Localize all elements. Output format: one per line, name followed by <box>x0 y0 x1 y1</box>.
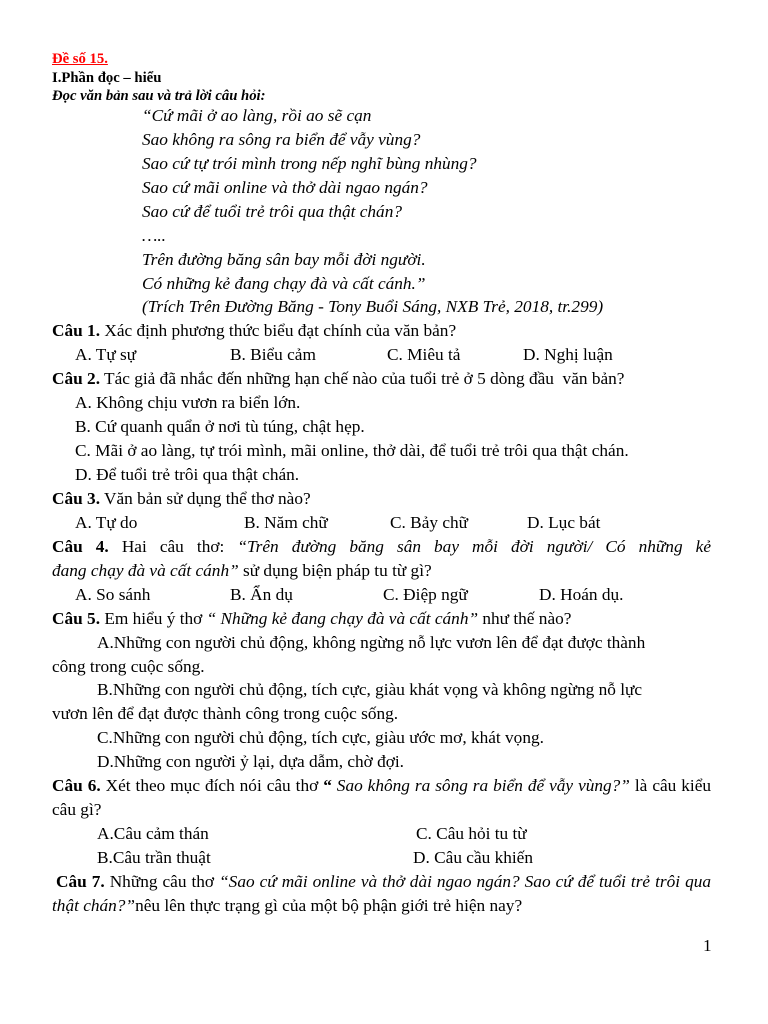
poem-passage <box>52 104 711 319</box>
exam-body <box>52 104 711 918</box>
question-3 <box>52 487 711 511</box>
section-title: I.Phần đọc – hiểu <box>52 69 162 86</box>
question-3-options <box>52 511 711 535</box>
question-4-continued <box>52 559 711 583</box>
question-3-option-a: A. Tự do <box>75 512 138 532</box>
question-1-options <box>52 343 711 367</box>
question-6-options-row-2 <box>52 846 711 870</box>
poem-source: (Trích Trên Đường Băng - Tony Buổi Sáng, NXB Trẻ, 2018, tr.299) <box>142 297 604 317</box>
poem-line: Sao cứ tự trói mình trong nếp nghĩ bùng nhùng? <box>142 153 477 173</box>
question-2-option-d: D. Để tuổi trẻ trôi qua thật chán. <box>75 465 300 485</box>
question-5-option-b-continued: vươn lên để đạt được thành công trong cuộc sống. <box>52 704 399 724</box>
question-3-option-d: D. Lục bát <box>527 512 601 532</box>
question-4-options <box>52 583 711 607</box>
instruction: Đọc văn bản sau và trả lời câu hỏi: <box>52 88 266 105</box>
question-1 <box>52 319 711 343</box>
question-6-option-c: C. Câu hỏi tu từ <box>416 824 527 844</box>
question-5-option-d: D.Những con người ỷ lại, dựa dẫm, chờ đợi. <box>97 752 405 772</box>
question-7-text: Những câu thơ <box>104 871 220 891</box>
exam-title-line <box>52 50 711 69</box>
question-7-quote-end: thật chán?” <box>52 895 136 915</box>
question-4-quote: “Trên đường băng sân bay mỗi đời người/ Có những kẻ <box>237 536 711 556</box>
question-4-option-b: B. Ẩn dụ <box>230 584 293 604</box>
poem-line: Sao cứ mãi online và thở dài ngao ngán? <box>142 177 428 197</box>
question-4-option-d: D. Hoán dụ. <box>539 584 624 604</box>
question-3-option-b: B. Năm chữ <box>244 512 328 532</box>
question-6 <box>52 774 711 798</box>
exam-title: Đề số 15. <box>52 51 108 67</box>
question-6-option-b: B.Câu trần thuật <box>97 848 211 868</box>
question-5-text: Em hiểu ý thơ <box>100 608 207 628</box>
exam-content <box>52 50 711 918</box>
question-7 <box>52 870 711 894</box>
poem-line: Trên đường băng sân bay mỗi đời người. <box>142 249 426 269</box>
exam-header <box>52 50 711 106</box>
page-number: 1 <box>703 936 712 955</box>
question-6-quote: Sao không ra sông ra biển để vẫy vùng?” <box>331 776 630 796</box>
question-4-quote-end: đang chạy đà và cất cánh” <box>52 560 239 580</box>
question-6-options-row-1 <box>52 822 711 846</box>
question-6-continued: câu gì? <box>52 800 102 820</box>
question-4 <box>52 535 711 559</box>
question-2-option-a: A. Không chịu vươn ra biển lớn. <box>75 393 301 413</box>
question-7-text-after: nêu lên thực trạng gì của một bộ phận giới trẻ hiện nay? <box>135 895 523 915</box>
question-1-text: Xác định phương thức biểu đạt chính của văn bản? <box>100 321 457 341</box>
poem-ellipsis: ….. <box>142 225 167 245</box>
question-6-label: Câu 6. <box>52 776 101 796</box>
question-4-option-c: C. Điệp ngữ <box>383 584 468 604</box>
question-1-option-b: B. Biểu cảm <box>230 345 316 365</box>
question-4-label: Câu 4. <box>52 536 109 556</box>
question-2-text: Tác giả đã nhắc đến những hạn chế nào của tuổi trẻ ở 5 dòng đầu văn bản? <box>100 369 625 389</box>
question-4-text-after: sử dụng biện pháp tu từ gì? <box>238 560 432 580</box>
question-3-text: Văn bản sử dụng thể thơ nào? <box>100 488 311 508</box>
question-3-option-c: C. Bảy chữ <box>390 512 469 532</box>
question-3-label: Câu 3. <box>52 488 101 508</box>
question-4-option-a: A. So sánh <box>75 584 151 604</box>
question-1-option-d: D. Nghị luận <box>523 345 613 365</box>
question-2-label: Câu 2. <box>52 369 101 389</box>
question-5-option-a-continued: công trong cuộc sống. <box>52 656 205 676</box>
question-6-quote-open: “ <box>323 776 332 796</box>
question-5-option-b: B.Những con người chủ động, tích cực, giàu khát vọng và không ngừng nỗ lực <box>97 680 643 700</box>
poem-line: “Cứ mãi ở ao làng, rồi ao sẽ cạn <box>142 105 372 125</box>
question-2-option-b: B. Cứ quanh quẩn ở nơi tù túng, chật hẹp. <box>75 417 365 437</box>
poem-line: Có những kẻ đang chạy đà và cất cánh.” <box>142 273 426 293</box>
question-5-option-c: C.Những con người chủ động, tích cực, giàu ước mơ, khát vọng. <box>97 728 544 748</box>
question-2-option-c: C. Mãi ở ao làng, tự trói mình, mãi online, thở dài, để tuổi trẻ trôi qua thật chán. <box>75 441 629 461</box>
question-2 <box>52 367 711 391</box>
poem-line: Sao cứ để tuổi trẻ trôi qua thật chán? <box>142 201 402 221</box>
question-5-quote: “ Những kẻ đang chạy đà và cất cánh” <box>206 608 479 628</box>
question-6-option-d: D. Câu cầu khiến <box>413 848 533 868</box>
question-7-quote: “Sao cứ mãi online và thở dài ngao ngán? Sao cứ để tuổi trẻ trôi qua <box>219 871 711 891</box>
question-6-text-after: là câu kiểu <box>629 776 711 796</box>
question-5-option-a: A.Những con người chủ động, không ngừng nỗ lực vươn lên để đạt được thành <box>97 632 646 652</box>
question-5-label: Câu 5. <box>52 608 101 628</box>
question-6-option-a: A.Câu cảm thán <box>97 824 209 844</box>
question-5-text-after: như thế nào? <box>478 608 572 628</box>
question-7-continued <box>52 894 711 918</box>
question-1-option-c: C. Miêu tả <box>387 345 461 365</box>
question-5 <box>52 607 711 631</box>
question-7-label: Câu 7. <box>56 871 105 891</box>
poem-line: Sao không ra sông ra biển để vẫy vùng? <box>142 129 421 149</box>
question-4-text: Hai câu thơ: <box>108 536 238 556</box>
question-1-option-a: A. Tự sự <box>75 345 137 365</box>
question-1-label: Câu 1. <box>52 321 101 341</box>
question-6-text: Xét theo mục đích nói câu thơ <box>100 776 324 796</box>
